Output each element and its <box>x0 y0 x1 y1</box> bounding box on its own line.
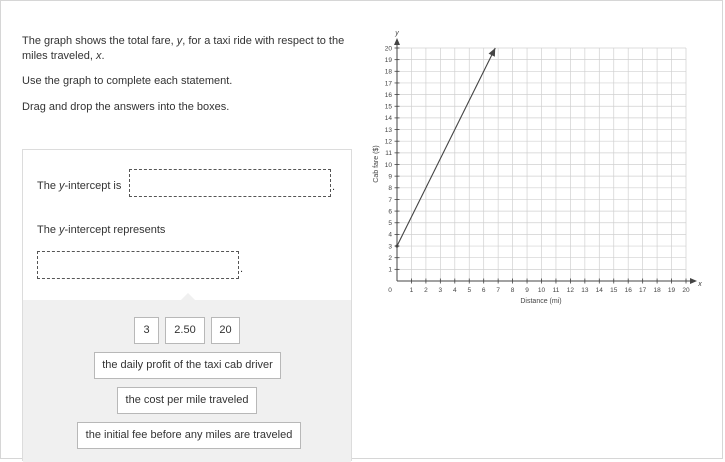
statement-y-intercept-value <box>37 180 121 192</box>
answer-chip-3[interactable]: 3 <box>134 317 159 344</box>
y-tick-label: 19 <box>384 56 392 64</box>
y-tick-label: 18 <box>384 68 392 76</box>
statement-2-var: y <box>59 224 65 236</box>
instruction-text-1c: . <box>101 50 105 62</box>
drop-box-y-intercept-meaning[interactable] <box>37 251 239 279</box>
statement-1-var: y <box>59 180 65 192</box>
origin-label: 0 <box>388 287 392 294</box>
x-tick-label: 16 <box>624 287 632 294</box>
y-tick-label: 11 <box>385 150 392 158</box>
answer-chip-20[interactable]: 20 <box>211 317 240 344</box>
y-tick-label: 7 <box>388 196 392 204</box>
x-axis-variable: x <box>698 281 702 288</box>
x-tick-label: 7 <box>496 287 500 294</box>
y-tick-label: 17 <box>384 80 392 88</box>
y-tick-label: 3 <box>388 243 392 251</box>
instruction-text-1b: , for a taxi ride with respect to the miles traveled, <box>22 35 345 62</box>
x-tick-label: 17 <box>639 287 647 294</box>
y-tick-label: 10 <box>384 161 392 169</box>
y-tick-label: 9 <box>388 173 392 181</box>
x-tick-label: 11 <box>552 287 560 294</box>
x-tick-label: 4 <box>452 287 457 294</box>
x-axis-label: Distance (mi) <box>520 298 562 305</box>
statement-y-intercept-meaning <box>37 224 165 236</box>
answer-chip-cost-per-mile[interactable]: the cost per mile traveled <box>117 387 257 414</box>
statement-2-period: . <box>240 263 244 275</box>
instruction-drag-drop: Drag and drop the answers into the boxes. <box>22 101 230 113</box>
y-tick-label: 5 <box>388 220 392 228</box>
x-tick-label: 20 <box>682 287 690 294</box>
y-axis-label: Cab fare ($) <box>373 145 380 183</box>
x-tick-label: 19 <box>667 287 676 294</box>
y-tick-label: 13 <box>384 126 392 134</box>
tray-notch <box>180 293 196 301</box>
drop-box-y-intercept-value[interactable] <box>129 169 331 197</box>
y-tick-label: 4 <box>388 231 392 239</box>
x-tick-label: 8 <box>510 287 515 294</box>
y-axis-variable: y <box>395 30 399 37</box>
x-tick-label: 18 <box>653 287 661 294</box>
x-tick-label: 2 <box>424 287 428 294</box>
x-tick-label: 14 <box>595 287 603 294</box>
y-tick-label: 15 <box>384 103 392 111</box>
y-tick-label: 14 <box>384 115 392 123</box>
y-tick-label: 1 <box>388 266 392 274</box>
instruction-text-1a: The graph shows the total fare, <box>22 35 177 47</box>
answer-tray <box>23 300 351 462</box>
answer-chip-daily-profit[interactable]: the daily profit of the taxi cab driver <box>94 352 281 379</box>
y-tick-label: 6 <box>388 208 392 216</box>
x-tick-label: 13 <box>581 287 589 294</box>
x-tick-label: 3 <box>438 287 443 294</box>
statement-2-text-b: -intercept represents <box>64 224 166 236</box>
x-tick-label: 1 <box>409 287 414 294</box>
instruction-complete-statements: Use the graph to complete each statement. <box>22 75 233 87</box>
x-tick-label: 10 <box>537 287 546 294</box>
x-tick-label: 9 <box>525 287 529 294</box>
x-tick-label: 15 <box>610 287 618 294</box>
answer-chip-initial-fee[interactable]: the initial fee before any miles are traveled <box>77 422 301 449</box>
y-tick-label: 16 <box>384 91 392 99</box>
x-tick-label: 5 <box>467 287 472 294</box>
statement-2-text-a: The <box>37 224 60 236</box>
x-tick-label: 6 <box>481 287 486 294</box>
y-tick-label: 2 <box>388 255 392 262</box>
instruction-var-x: x <box>95 50 102 62</box>
statement-1-period: . <box>332 181 336 193</box>
statement-1-text-b: -intercept is <box>64 180 122 192</box>
statements-panel <box>22 149 352 461</box>
x-tick-label: 12 <box>566 287 575 294</box>
statement-1-text-a: The <box>37 180 60 192</box>
answer-chip-2-50[interactable]: 2.50 <box>165 317 205 344</box>
instruction-var-y: y <box>176 35 183 47</box>
y-tick-label: 8 <box>388 185 392 193</box>
instruction-graph-description <box>22 34 357 64</box>
y-tick-label: 12 <box>384 138 392 146</box>
y-tick-label: 20 <box>384 45 392 53</box>
